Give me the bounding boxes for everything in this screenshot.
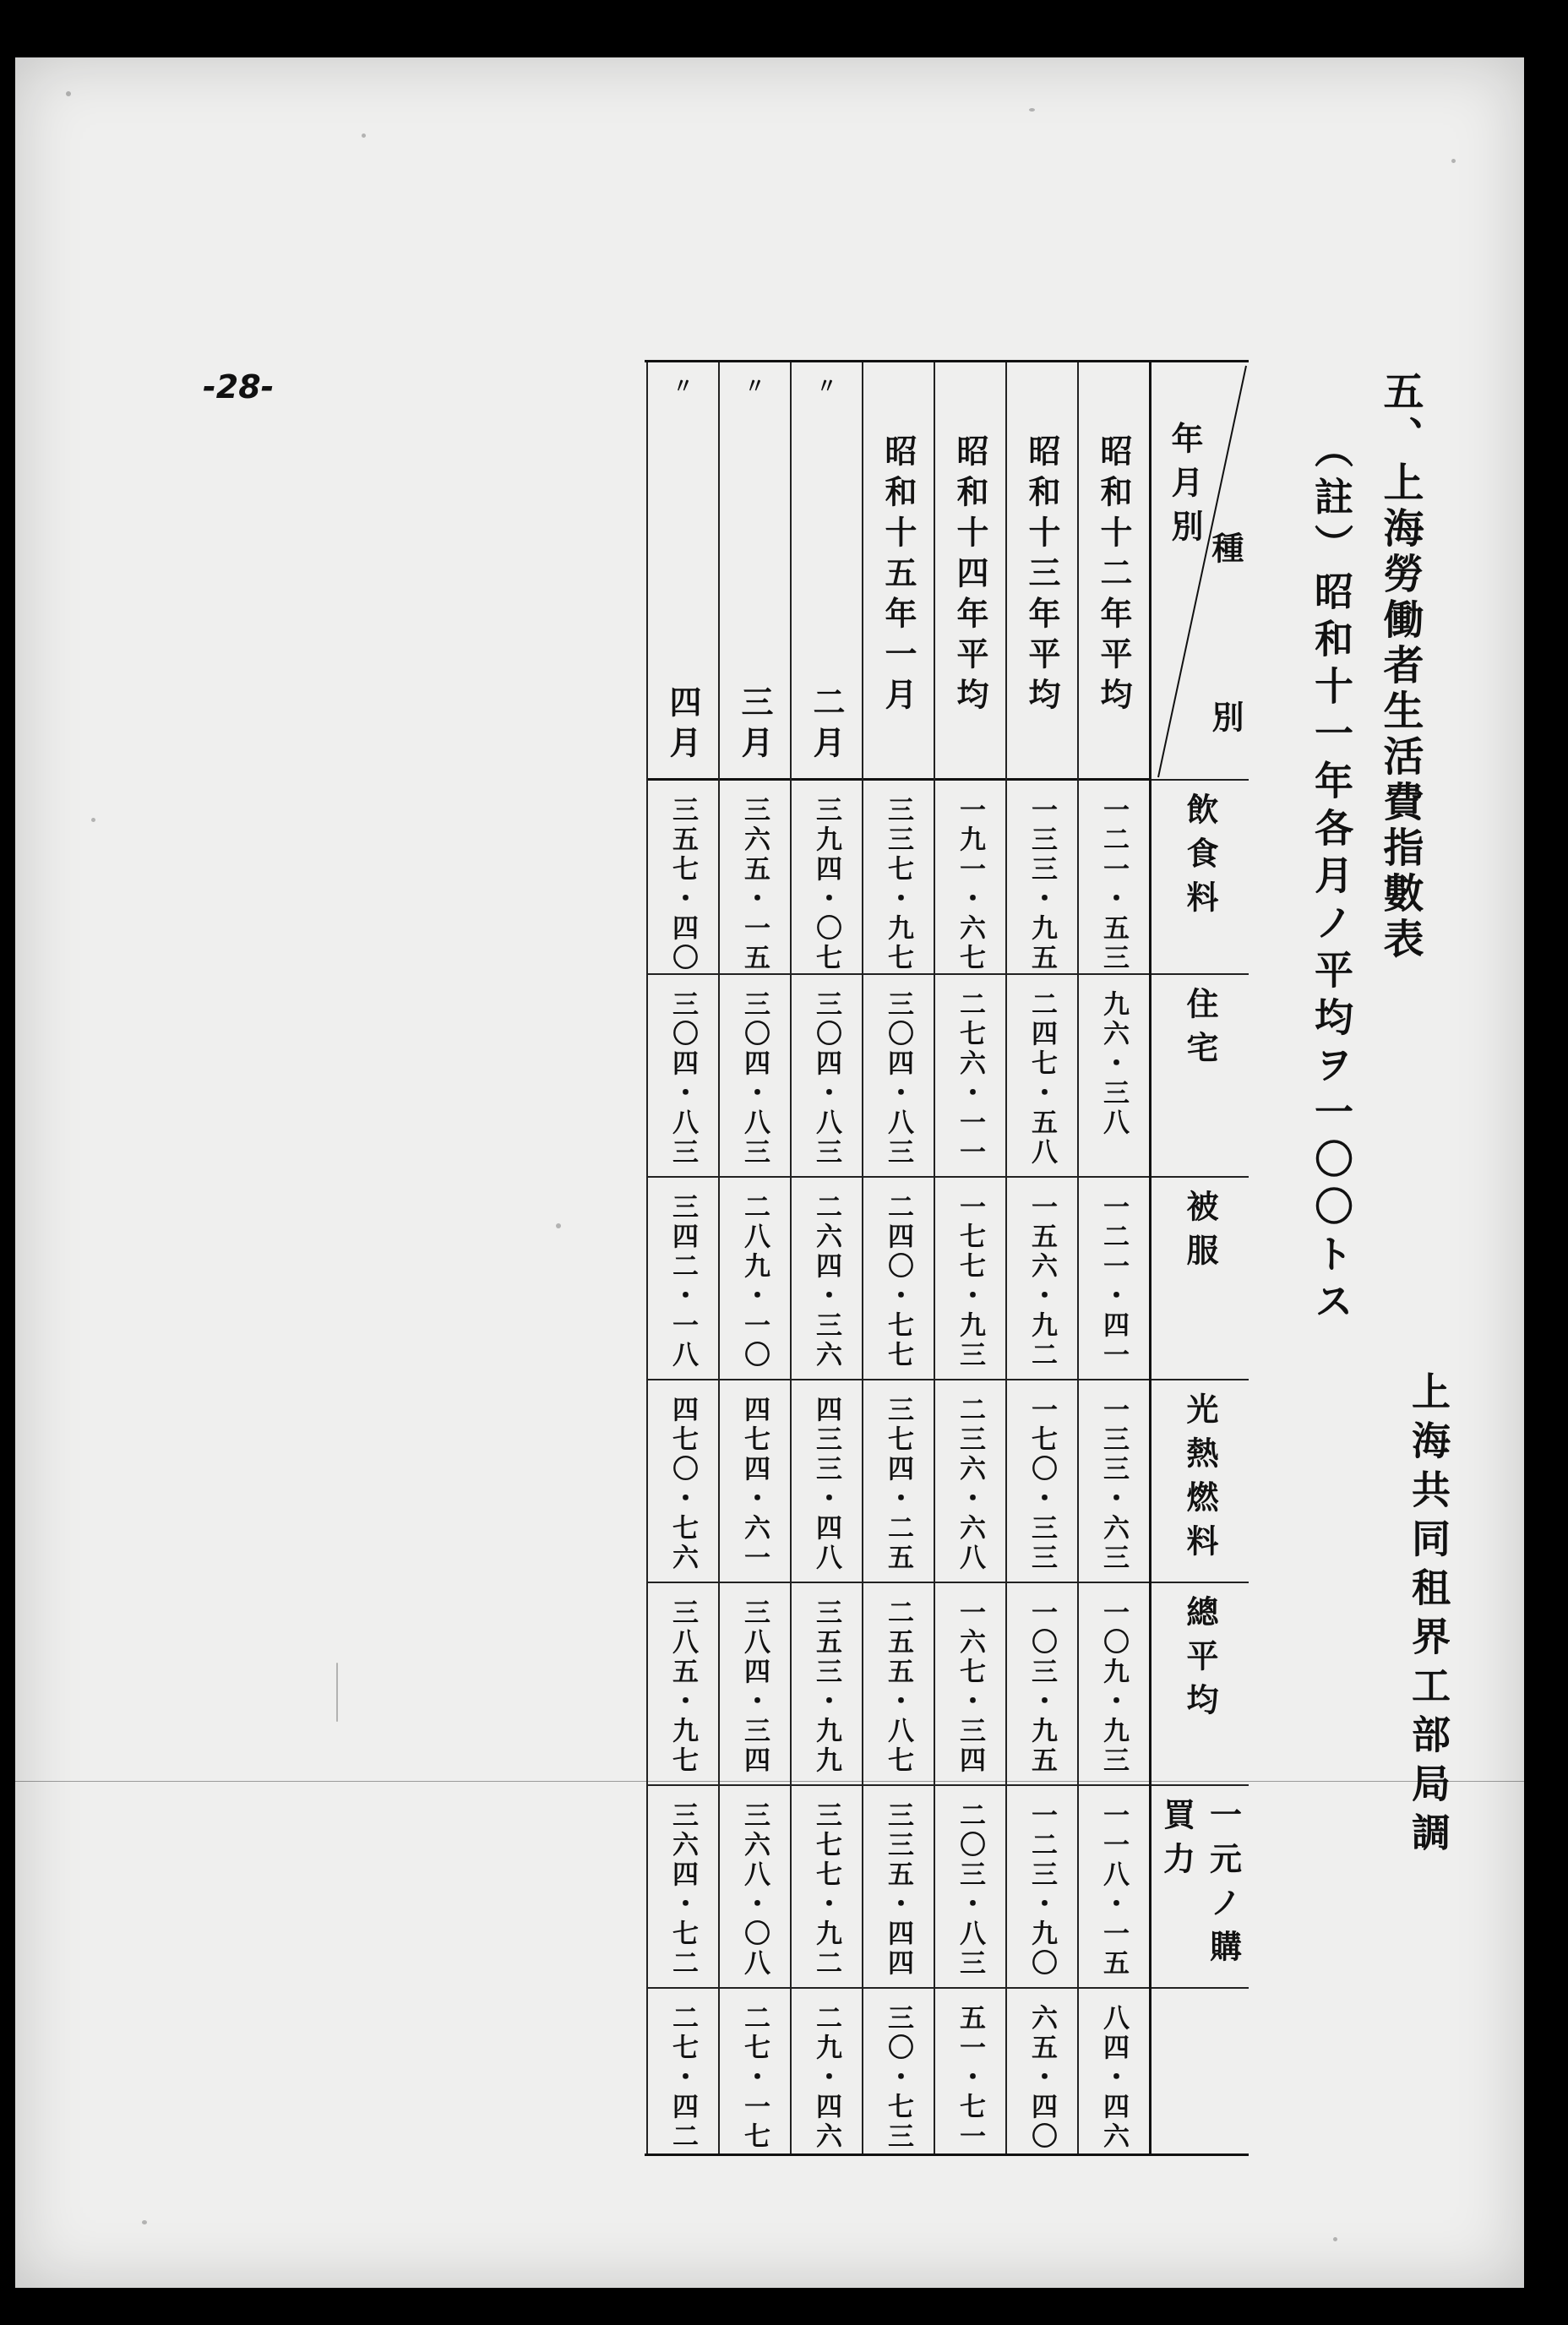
index-value-cell: [863, 1178, 934, 1380]
corner-label-period: 年月別: [1166, 422, 1204, 553]
index-value: 三〇四・八三: [883, 990, 913, 1168]
index-value: 四三三・四八: [811, 1396, 841, 1573]
page-number: -28-: [203, 368, 275, 406]
index-value: 三六八・〇八: [739, 1801, 770, 1979]
index-value: 八四・四六: [1098, 2004, 1129, 2152]
index-value-cell: [1007, 1178, 1077, 1380]
scan-speck: [1029, 108, 1035, 112]
index-value: 一七〇・三三: [1026, 1396, 1057, 1573]
category-header: [1152, 1583, 1249, 1786]
index-value-cell: [648, 975, 718, 1178]
index-value: 二七六・一一: [955, 990, 985, 1168]
index-value: 一五六・九二: [1026, 1193, 1057, 1370]
index-value-cell: [720, 975, 790, 1178]
scan-speck: [91, 818, 95, 822]
period-label-cell: [863, 362, 934, 781]
index-value-cell: [648, 1989, 718, 2153]
index-value: 五一・七一: [955, 2004, 985, 2152]
index-value: 二三六・六八: [955, 1396, 985, 1573]
index-value: 二五五・八七: [883, 1598, 913, 1776]
index-value: 三三五・四四: [883, 1801, 913, 1979]
period-column: [790, 362, 862, 2153]
index-value-cell: [720, 1583, 790, 1786]
period-label-cell: [648, 362, 718, 781]
index-value-cell: [792, 1380, 862, 1583]
index-value: 三〇四・八三: [667, 990, 698, 1168]
index-value-cell: [935, 1786, 1005, 1989]
period-label: 三月: [736, 685, 774, 766]
index-value: 一三三・六三: [1098, 1396, 1129, 1573]
category-label: 光熱燃料: [1181, 1392, 1219, 1568]
category-label: 被服: [1181, 1190, 1219, 1277]
scan-speck: [336, 1663, 338, 1722]
index-value-cell: [648, 1786, 718, 1989]
category-header: [1152, 1786, 1249, 1989]
category-header: [1152, 1178, 1249, 1380]
index-value: 四七〇・七六: [667, 1396, 698, 1573]
index-value: 二四〇・七七: [883, 1193, 913, 1370]
index-value: 二七・四二: [667, 2004, 698, 2152]
index-value: 一九一・六七: [955, 796, 985, 973]
scan-speck: [1451, 159, 1456, 163]
period-label: 昭和十四年平均: [951, 434, 989, 718]
index-value-cell: [1079, 1178, 1149, 1380]
index-value-cell: [720, 781, 790, 975]
index-value: 一〇九・九三: [1098, 1598, 1129, 1776]
header-column: [1149, 362, 1249, 2153]
ditto-mark: 〃: [744, 374, 765, 398]
index-value: 三〇・七三: [883, 2004, 913, 2152]
index-value: 三八五・九七: [667, 1598, 698, 1776]
index-value-cell: [1079, 1583, 1149, 1786]
index-value: 一二三・九〇: [1026, 1801, 1057, 1979]
index-value-cell: [720, 1380, 790, 1583]
period-column: [862, 362, 934, 2153]
index-value: 三七四・二五: [883, 1396, 913, 1573]
index-value: 三六四・七二: [667, 1801, 698, 1979]
index-value: 二七・一七: [739, 2004, 770, 2152]
source-attribution: 上海共同租界工部局調: [1406, 1371, 1451, 1861]
index-value: 六五・四〇: [1026, 2004, 1057, 2152]
index-value-cell: [648, 781, 718, 975]
index-value: 三四二・一八: [667, 1193, 698, 1370]
index-value: 二八九・一〇: [739, 1193, 770, 1370]
index-value: 一二一・四一: [1098, 1193, 1129, 1370]
period-label: 昭和十二年平均: [1095, 434, 1133, 718]
index-value-cell: [792, 1786, 862, 1989]
period-label-cell: [935, 362, 1005, 781]
period-column: [1077, 362, 1149, 2153]
index-value-cell: [648, 1178, 718, 1380]
index-value-cell: [1007, 1989, 1077, 2153]
index-value: 二四七・五八: [1026, 990, 1057, 1168]
ditto-mark: 〃: [816, 374, 837, 398]
index-value: 二〇三・八三: [955, 1801, 985, 1979]
scan-speck: [142, 2220, 147, 2224]
index-value-cell: [935, 1989, 1005, 2153]
index-value-cell: [720, 1178, 790, 1380]
period-label-cell: [1079, 362, 1149, 781]
index-value-cell: [1079, 1786, 1149, 1989]
index-value-cell: [863, 1380, 934, 1583]
document-title: 五、上海勞働者生活費指數表: [1376, 370, 1424, 963]
period-label-cell: [720, 362, 790, 781]
table-note: （註）昭和十一年各月ノ平均ヲ一〇〇トス: [1309, 429, 1354, 1328]
index-value-cell: [792, 1989, 862, 2153]
category-label: 住宅: [1181, 987, 1219, 1075]
period-label-cell: [1007, 362, 1077, 781]
index-value-cell: [792, 781, 862, 975]
period-column: [646, 362, 718, 2153]
category-header: [1152, 781, 1249, 975]
scan-speck: [556, 1223, 561, 1228]
index-value-cell: [1007, 781, 1077, 975]
period-column: [718, 362, 790, 2153]
index-value-cell: [1007, 1380, 1077, 1583]
period-label: 二月: [808, 685, 846, 766]
index-value: 三五三・九九: [811, 1598, 841, 1776]
index-value-cell: [935, 1178, 1005, 1380]
index-value: 一六七・三四: [955, 1598, 985, 1776]
index-value-cell: [935, 1583, 1005, 1786]
index-value-cell: [863, 975, 934, 1178]
index-value-cell: [863, 781, 934, 975]
category-header: [1152, 1380, 1249, 1583]
index-value: 三七七・九二: [811, 1801, 841, 1979]
index-value: 四七四・六一: [739, 1396, 770, 1573]
index-value: 九六・三八: [1098, 990, 1129, 1138]
index-value-cell: [648, 1380, 718, 1583]
index-value-cell: [863, 1583, 934, 1786]
index-value-cell: [720, 1989, 790, 2153]
index-value: 二六四・三六: [811, 1193, 841, 1370]
period-label: 四月: [664, 685, 702, 766]
index-value-cell: [1079, 781, 1149, 975]
document-page: [15, 57, 1524, 2288]
index-value: 一一八・一五: [1098, 1801, 1129, 1979]
index-value: 三〇四・八三: [811, 990, 841, 1168]
period-label: 昭和十五年一月: [879, 434, 917, 718]
index-value: 三八四・三四: [739, 1598, 770, 1776]
period-column: [934, 362, 1005, 2153]
ditto-mark: 〃: [672, 374, 694, 398]
corner-label-kind: 別: [1206, 700, 1244, 744]
index-value: 三〇四・八三: [739, 990, 770, 1168]
index-value: 三三七・九七: [883, 796, 913, 973]
index-value-cell: [1007, 1583, 1077, 1786]
index-value: 一二一・五三: [1098, 796, 1129, 973]
index-value: 一〇三・九五: [1026, 1598, 1057, 1776]
period-column: [1005, 362, 1077, 2153]
index-value-cell: [863, 1786, 934, 1989]
index-value-cell: [863, 1989, 934, 2153]
scan-speck: [362, 133, 366, 138]
index-value: 三五七・四〇: [667, 796, 698, 973]
index-value-cell: [648, 1583, 718, 1786]
index-value: 一三三・九五: [1026, 796, 1057, 973]
index-value-cell: [792, 975, 862, 1178]
index-value-cell: [792, 1583, 862, 1786]
index-value: 二九・四六: [811, 2004, 841, 2152]
period-label: 昭和十三年平均: [1023, 434, 1061, 718]
index-value-cell: [1079, 1989, 1149, 2153]
corner-label-type: 種: [1206, 531, 1244, 575]
category-label: 總平均: [1181, 1595, 1219, 1727]
living-cost-index-table: [645, 360, 1249, 2156]
index-value-cell: [720, 1786, 790, 1989]
period-label-cell: [792, 362, 862, 781]
index-value: 三六五・一五: [739, 796, 770, 973]
index-value-cell: [1007, 975, 1077, 1178]
index-value-cell: [935, 1380, 1005, 1583]
index-value-cell: [1007, 1786, 1077, 1989]
index-value-cell: [1079, 975, 1149, 1178]
category-header: [1152, 975, 1249, 1178]
category-label: 飲食料: [1181, 792, 1219, 924]
scan-speck: [66, 91, 71, 96]
index-value-cell: [1079, 1380, 1149, 1583]
scan-speck: [1333, 2237, 1337, 2241]
corner-cell: [1152, 362, 1249, 781]
index-value-cell: [792, 1178, 862, 1380]
index-value: 三九四・〇七: [811, 796, 841, 973]
category-label: 一元ノ購買力: [1157, 1798, 1243, 1974]
index-value-cell: [935, 975, 1005, 1178]
index-value-cell: [935, 781, 1005, 975]
index-value: 一七七・九三: [955, 1193, 985, 1370]
